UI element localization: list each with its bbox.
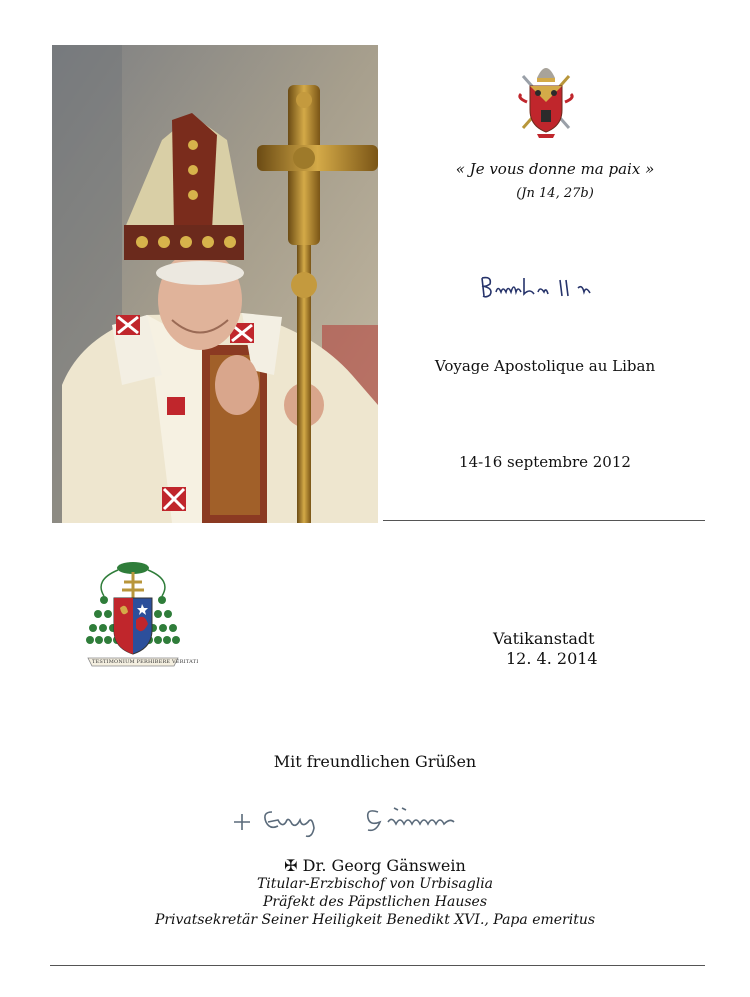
photo-illustration <box>52 45 378 523</box>
papal-photograph <box>52 45 378 523</box>
footer-divider-line <box>50 965 705 966</box>
divider-line <box>383 520 705 521</box>
sender-title-3: Privatsekretär Seiner Heiligkeit Benedikt XVI., Papa emeritus <box>154 912 596 928</box>
episcopal-motto: TESTIMONIUM PERHIBERE VERITATI <box>92 659 199 665</box>
trip-title: Voyage Apostolique au Liban <box>434 357 656 375</box>
papal-signature <box>478 270 598 306</box>
sender-title-2: Präfekt des Päpstlichen Hauses <box>262 894 488 910</box>
archbishop-coat-of-arms <box>84 560 199 672</box>
scripture-quote: « Je vous donne ma paix » <box>455 160 655 178</box>
closing-greeting: Mit freundlichen Grüßen <box>273 752 477 771</box>
handwritten-signature <box>228 798 508 842</box>
trip-dates: 14-16 septembre 2012 <box>459 453 631 471</box>
sender-name: ✠ Dr. Georg Gänswein <box>284 856 466 875</box>
scripture-reference: (Jn 14, 27b) <box>516 186 594 201</box>
letter-date: 12. 4. 2014 <box>506 649 598 668</box>
papal-coat-of-arms <box>513 58 579 140</box>
sender-title-1: Titular-Erzbischof von Urbisaglia <box>256 876 494 892</box>
letter-city: Vatikanstadt <box>493 629 595 648</box>
